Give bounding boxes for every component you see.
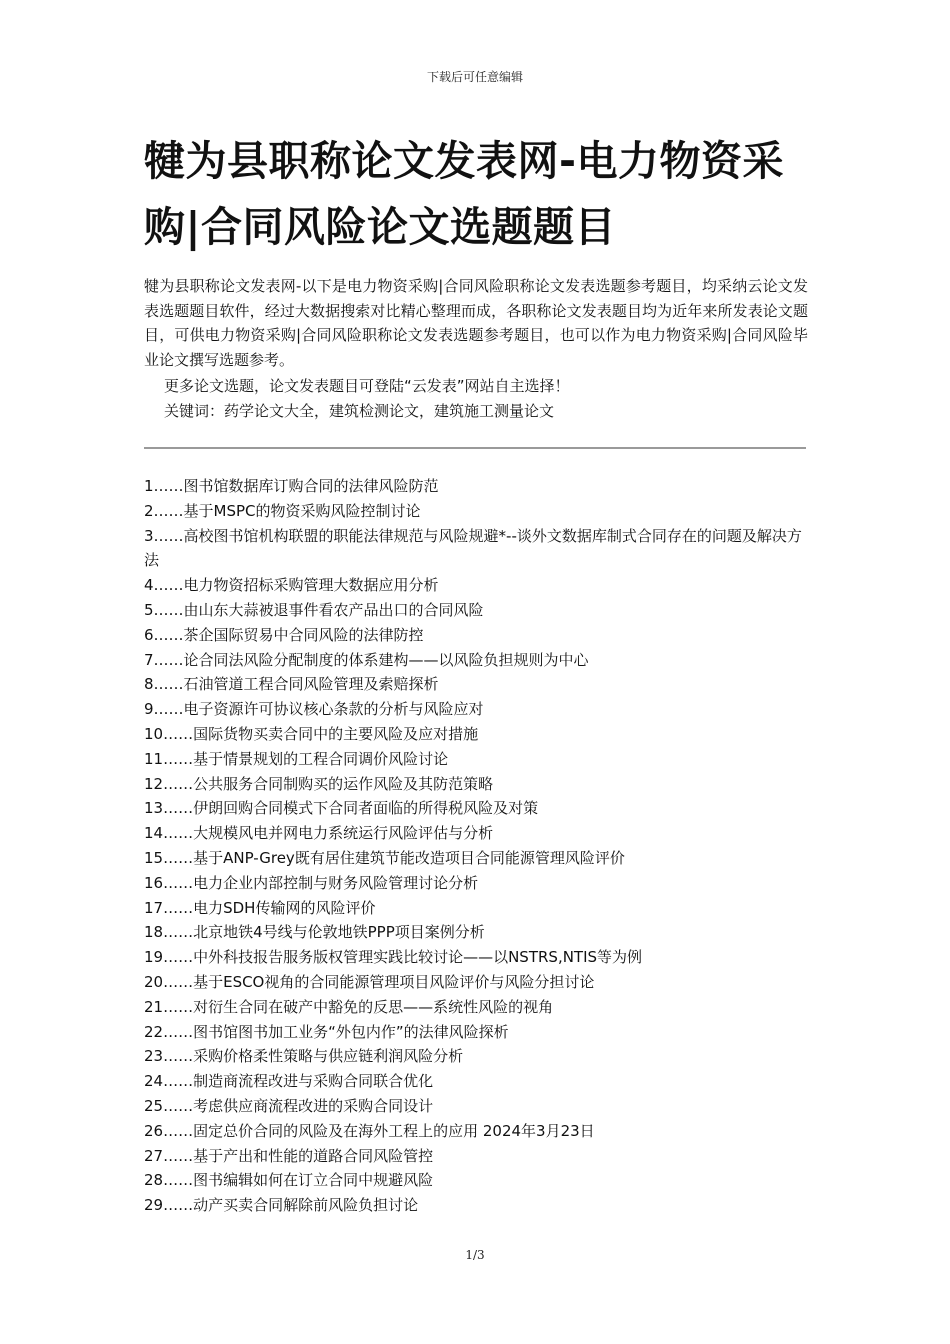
topic-item: 9……电子资源许可协议核心条款的分析与风险应对 [144, 700, 484, 719]
topic-item: 18……北京地铁4号线与伦敦地铁PPP项目案例分析 [144, 923, 485, 942]
topic-item: 29……动产买卖合同解除前风险负担讨论 [144, 1196, 419, 1215]
topic-item: 19……中外科技报告服务版权管理实践比较讨论——以NSTRS,NTIS等为例 [144, 948, 643, 967]
topic-item: 22……图书馆图书加工业务“外包内作”的法律风险探析 [144, 1022, 509, 1041]
page-header-note: 下载后可任意编辑 [426, 70, 523, 84]
page-number: 1/3 [465, 1248, 485, 1262]
topic-item: 24……制造商流程改进与采购合同联合优化 [144, 1072, 434, 1091]
topic-item: 16……电力企业内部控制与财务风险管理讨论分析 [144, 873, 479, 892]
topic-item: 14……大规模风电并网电力系统运行风险评估与分析 [144, 824, 494, 843]
topic-item: 20……基于ESCO视角的合同能源管理项目风险评价与风险分担讨论 [144, 972, 595, 991]
topic-item: 10……国际货物买卖合同中的主要风险及应对措施 [144, 724, 479, 743]
topic-item: 11……基于情景规划的工程合同调价风险讨论 [144, 749, 449, 768]
topic-item: 6……茶企国际贸易中合同风险的法律防控 [144, 625, 424, 644]
topic-item: 17……电力SDH传输网的风险评价 [144, 898, 376, 917]
section-divider [144, 447, 806, 449]
topic-item: 1……图书馆数据库订购合同的法律风险防范 [144, 477, 439, 495]
topic-item: 25……考虑供应商流程改进的采购合同设计 [144, 1096, 434, 1115]
topic-list [144, 474, 810, 1218]
topic-item: 7……论合同法风险分配制度的体系建构——以风险负担规则为中心 [144, 650, 589, 669]
topic-item: 12……公共服务合同制购买的运作风险及其防范策略 [144, 774, 494, 793]
topic-item: 28……图书编辑如何在订立合同中规避风险 [144, 1171, 434, 1190]
topic-item: 5……由山东大蒜被退事件看农产品出口的合同风险 [144, 600, 484, 619]
topic-item: 23……采购价格柔性策略与供应链利润风险分析 [144, 1047, 464, 1066]
topic-item: 3……高校图书馆机构联盟的职能法律规范与风险规避*--谈外文数据库制式合同存在的问题及解决方法 [144, 526, 802, 570]
intro-paragraph: 犍为县职称论文发表网-以下是电力物资采购|合同风险职称论文发表选题参考题目，均采纳云论文发表选题题目软件，经过大数据搜索对比精心整理而成，各职称论文发表题目均为近年来所发表论文题目，可供电力物资采购|合同风险职称论文发表选题参考题目，也可以作为电力物资采购|合同风险毕业论文撰写选题参考。 [144, 277, 808, 369]
topic-item: 8……石油管道工程合同风险管理及索赔探析 [144, 675, 439, 694]
more-topics-note: 更多论文选题，论文发表题目可登陆“云发表”网站自主选择！ [164, 377, 570, 395]
topic-item: 4……电力物资招标采购管理大数据应用分析 [144, 576, 439, 595]
keywords-line: 关键词：药学论文大全，建筑检测论文，建筑施工测量论文 [164, 402, 555, 420]
document-title: 犍为县职称论文发表网-电力物资采购|合同风险论文选题题目 [144, 137, 785, 251]
topic-item: 21……对衍生合同在破产中豁免的反思——系统性风险的视角 [144, 997, 554, 1016]
topic-item: 26……固定总价合同的风险及在海外工程上的应用 2024年3月23日 [144, 1121, 595, 1140]
topic-item: 15……基于ANP-Grey既有居住建筑节能改造项目合同能源管理风险评价 [144, 848, 625, 867]
topic-item: 13……伊朗回购合同模式下合同者面临的所得税风险及对策 [144, 799, 539, 818]
topic-item: 2……基于MSPC的物资采购风险控制讨论 [144, 501, 421, 520]
topic-item: 27……基于产出和性能的道路合同风险管控 [144, 1146, 434, 1165]
